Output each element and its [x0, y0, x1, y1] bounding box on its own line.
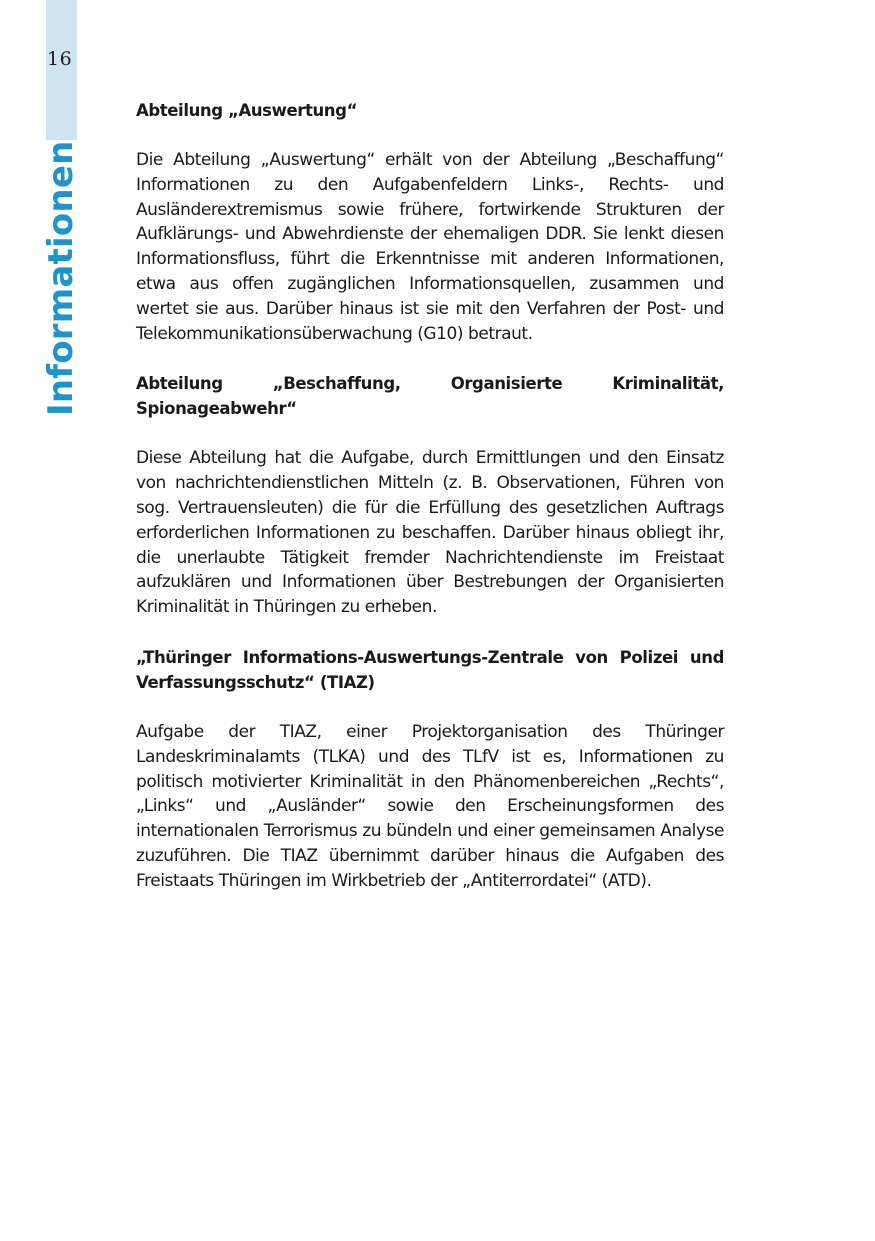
section-body: Diese Abteilung hat die Aufgabe, durch Ermittlungen und den Einsatz von nachrichtendienstlichen Mitteln (z. B. Observationen, Führen von sog. Vertrauensleuten) die für die Erfüllung des gesetzlichen Auftrags erforderlichen Informationen zu beschaffen. Darüber hinaus obliegt ihr, die unerlaubte Tätigkeit fremder Nachrichtendienste im Freistaat aufzuklären und Informationen über Bestrebungen der Organisierten Kriminalität in Thüringen zu erheben.: [136, 448, 724, 618]
section-body: Die Abteilung „Auswertung“ erhält von der Abteilung „Beschaffung“ Informationen zu den Aufgabenfeldern Links-, Rechts- und Ausländerextremismus sowie frühere, fortwirkende Strukturen der Aufklärungs- und Abwehrdienste der ehemaligen DDR. Sie lenkt diesen Informationsfluss, führt die Erkenntnisse mit anderen Informationen, etwa aus offen zugänglichen Informationsquellen, zusammen und wertet sie aus. Darüber hinaus ist sie mit den Verfahren der Post- und Telekommunikationsüberwachung (G10) betraut.: [136, 150, 724, 344]
section-beschaffung: [136, 371, 724, 620]
page-number: 16: [47, 48, 73, 70]
section-heading: Abteilung „Beschaffung, Organisierte Kriminalität, Spionageabwehr“: [136, 374, 724, 419]
page-number-tab: [46, 0, 77, 140]
section-body: Aufgabe der TIAZ, einer Projektorganisation des Thüringer Landeskriminalamts (TLKA) und des TLfV ist es, Informationen zu politisch motivierter Kriminalität in den Phänomenbereichen „Rechts“, „Links“ und „Ausländer“ sowie den Erscheinungsformen des internationalen Terrorismus zu bündeln und einer gemeinsamen Analyse zuzuführen. Die TIAZ übernimmt darüber hinaus die Aufgaben des Freistaats Thüringen im Wirkbetrieb der „Antiterrordatei“ (ATD).: [136, 721, 724, 891]
section-heading: „Thüringer Informations-Auswertungs-Zentrale von Polizei und Verfassungsschutz“ (TIAZ): [136, 647, 724, 692]
section-side-label: Informationen: [41, 140, 81, 416]
section-auswertung: [136, 98, 724, 346]
main-content: [136, 98, 724, 894]
section-heading: Abteilung „Auswertung“: [136, 101, 358, 120]
section-tiaz: [136, 645, 724, 894]
